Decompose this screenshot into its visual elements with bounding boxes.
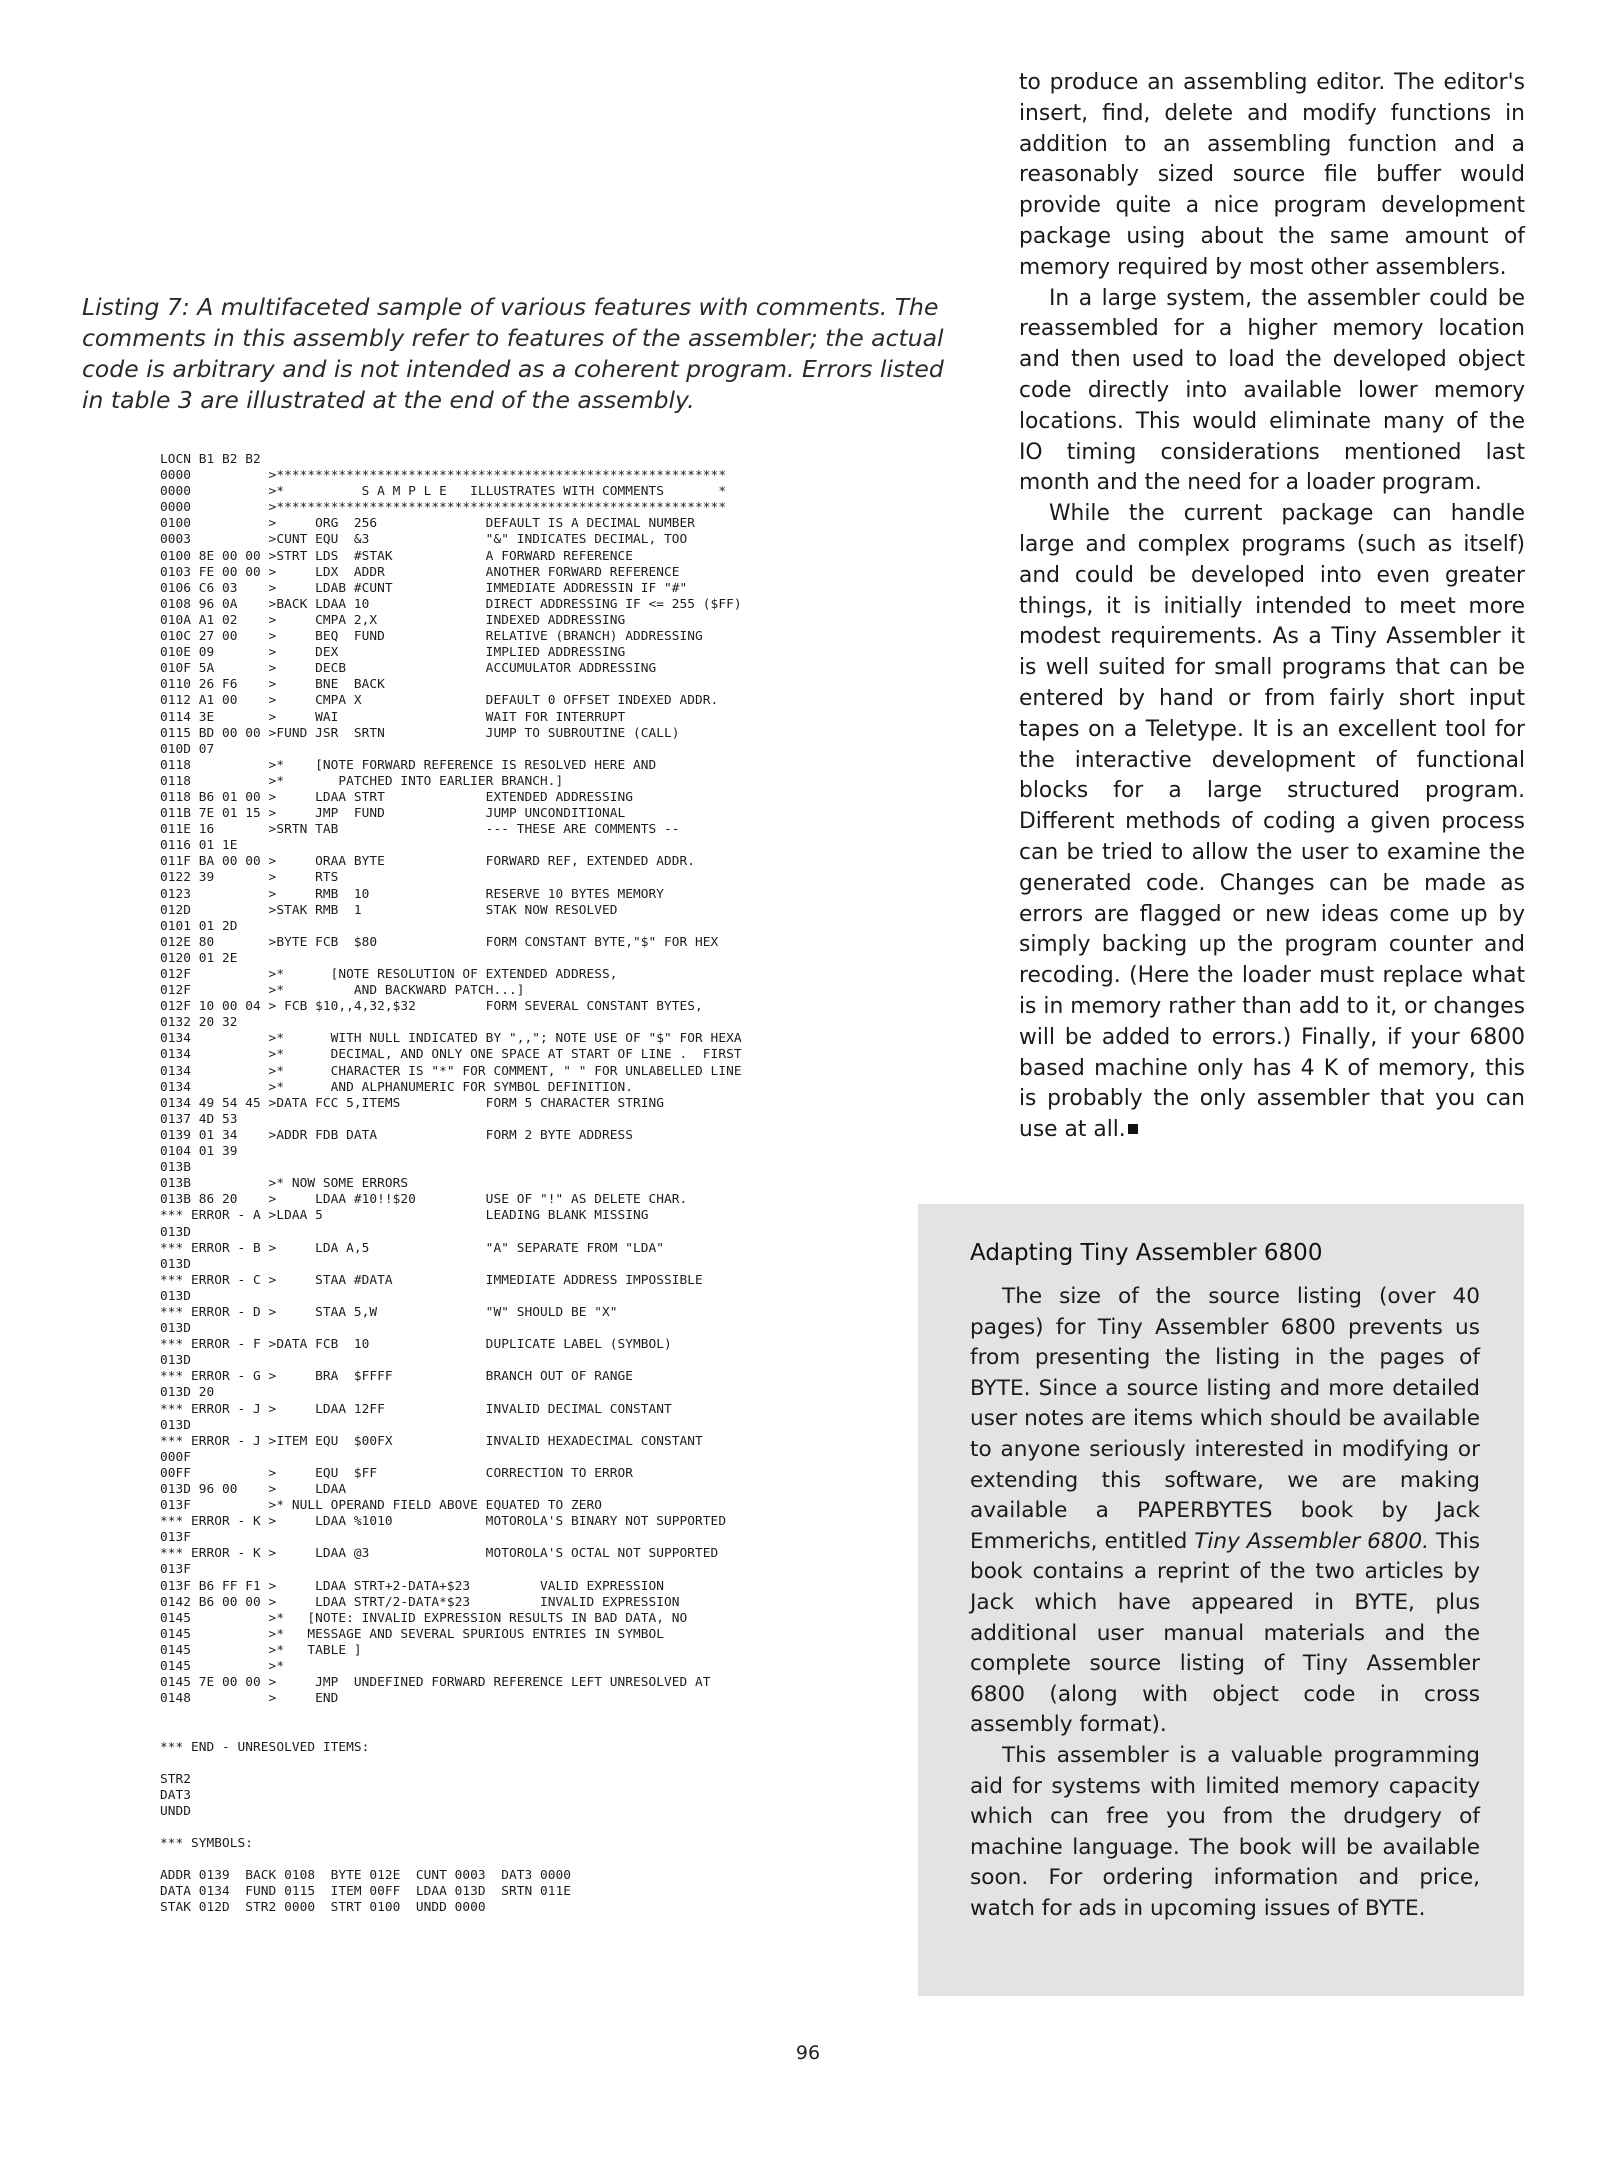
listing-line: 0145 >* [NOTE: INVALID EXPRESSION RESULTS IN BAD DATA, NO: [160, 1610, 688, 1626]
listing-line: 013F: [160, 1530, 192, 1546]
listing-line: 013D 20: [160, 1385, 215, 1401]
book-title: Tiny Assembler 6800.: [1194, 1528, 1429, 1554]
article-paragraph: In a large system, the assembler could be reassembled for a higher memory location and then used to load the developed object code directly into available lower memory locations. This would eliminate many of the IO timing considerations mentioned last month and the need for a loader program.: [1019, 285, 1525, 496]
listing-line: STAK 012D STR2 0000 STRT 0100 UNDD 0000: [160, 1900, 486, 1916]
listing-line: 010C 27 00 > BEQ FUND RELATIVE (BRANCH) ADDRESSING: [160, 629, 703, 645]
listing-line: 0120 01 2E: [160, 950, 238, 966]
listing-line: 0139 01 34 >ADDR FDB DATA FORM 2 BYTE ADDRESS: [160, 1127, 634, 1143]
listing-line: 0134 49 54 45 >DATA FCC 5,ITEMS FORM 5 CHARACTER STRING: [160, 1095, 665, 1111]
listing-line: *** ERROR - J > LDAA 12FF INVALID DECIMAL CONSTANT: [160, 1401, 672, 1417]
listing-line: 0123 > RMB 10 RESERVE 10 BYTES MEMORY: [160, 886, 665, 902]
listing-line: *** ERROR - K > LDAA @3 MOTOROLA'S OCTAL NOT SUPPORTED: [160, 1546, 719, 1562]
listing-line: 0145 7E 00 00 > JMP UNDEFINED FORWARD REFERENCE LEFT UNRESOLVED AT: [160, 1675, 711, 1691]
listing-line: 013F: [160, 1562, 192, 1578]
listing-line: 0122 39 > RTS: [160, 870, 339, 886]
listing-line: UNDD: [160, 1803, 192, 1819]
listing-line: 0000 >**********************************************************: [160, 468, 727, 484]
sidebar-box: [918, 1204, 1524, 1996]
end-of-article-mark: [1128, 1124, 1138, 1134]
listing-line: 013B >* NOW SOME ERRORS: [160, 1176, 409, 1192]
listing-line: 011B 7E 01 15 > JMP FUND JUMP UNCONDITIONAL: [160, 806, 626, 822]
listing-line: 010D 07: [160, 741, 215, 757]
listing-line: 0134 >* AND ALPHANUMERIC FOR SYMBOL DEFINITION.: [160, 1079, 634, 1095]
listing-line: [160, 1723, 900, 1739]
listing-line: 0000 >* S A M P L E ILLUSTRATES WITH COMMENTS *: [160, 484, 727, 500]
listing-line: [160, 1707, 900, 1723]
article-paragraph-final: [1019, 499, 1525, 1146]
listing-line: 0132 20 32: [160, 1015, 238, 1031]
listing-line: [160, 1820, 900, 1836]
listing-line: 010A A1 02 > CMPA 2,X INDEXED ADDRESSING: [160, 612, 626, 628]
listing-line: 0145 >* MESSAGE AND SEVERAL SPURIOUS ENTRIES IN SYMBOL: [160, 1626, 665, 1642]
listing-line: STR2: [160, 1771, 192, 1787]
listing-line: 013D: [160, 1288, 192, 1304]
page-number: 96: [795, 2042, 821, 2064]
listing-line: *** ERROR - F >DATA FCB 10 DUPLICATE LABEL (SYMBOL): [160, 1337, 672, 1353]
listing-line: ADDR 0139 BACK 0108 BYTE 012E CUNT 0003 DAT3 0000: [160, 1868, 571, 1884]
sidebar-text: This book contains a reprint of the two articles by Jack which have appeared in BYTE, plus additional user manual materials and the complete source listing of Tiny Assembler 6800 (along with object code in cross assembly format).: [970, 1528, 1480, 1738]
listing-line: 0115 BD 00 00 >FUND JSR SRTN JUMP TO SUBROUTINE (CALL): [160, 725, 680, 741]
listing-line: 0106 C6 03 > LDAB #CUNT IMMEDIATE ADDRESSIN IF "#": [160, 580, 688, 596]
listing-line: 013D: [160, 1353, 192, 1369]
listing-line: 010F 5A > DECB ACCUMULATOR ADDRESSING: [160, 661, 657, 677]
listing-line: 013D: [160, 1224, 192, 1240]
listing-line: *** ERROR - A >LDAA 5 LEADING BLANK MISSING: [160, 1208, 649, 1224]
listing-line: 0108 96 0A >BACK LDAA 10 DIRECT ADDRESSING IF <= 255 ($FF): [160, 596, 742, 612]
sidebar-paragraph: [970, 1282, 1480, 1741]
listing-line: 0118 B6 01 00 > LDAA STRT EXTENDED ADDRESSING: [160, 789, 634, 805]
sidebar-title: Adapting Tiny Assembler 6800: [970, 1240, 1323, 1266]
listing-line: 0100 8E 00 00 >STRT LDS #STAK A FORWARD REFERENCE: [160, 548, 634, 564]
listing-line: 0112 A1 00 > CMPA X DEFAULT 0 OFFSET INDEXED ADDR.: [160, 693, 719, 709]
listing-line: 0100 > ORG 256 DEFAULT IS A DECIMAL NUMBER: [160, 516, 696, 532]
listing-line: 013D 96 00 > LDAA: [160, 1482, 347, 1497]
listing-line: 000F: [160, 1449, 192, 1465]
listing-line: 0118 >* [NOTE FORWARD REFERENCE IS RESOLVED HERE AND: [160, 757, 657, 773]
article-text-column: [1019, 68, 1525, 1146]
listing-line: 013F >* NULL OPERAND FIELD ABOVE EQUATED TO ZERO: [160, 1498, 602, 1514]
listing-line: 0114 3E > WAI WAIT FOR INTERRUPT: [160, 709, 626, 725]
listing-line: *** ERROR - K > LDAA %1010 MOTOROLA'S BINARY NOT SUPPORTED: [160, 1514, 727, 1530]
listing-line: *** ERROR - D > STAA 5,W "W" SHOULD BE "X": [160, 1304, 618, 1320]
listing-line: 010E 09 > DEX IMPLIED ADDRESSING: [160, 645, 626, 661]
listing-line: 0103 FE 00 00 > LDX ADDR ANOTHER FORWARD REFERENCE: [160, 564, 680, 580]
article-paragraph-text: While the current package can handle large and complex programs (such as itself) and could be developed into even greater things, it is initially intended to meet more modest requirements. As a Tiny Assembler it is well suited for small programs that can be entered by hand or from fairly short input tapes on a Teletype. It is an excellent tool for the interactive development of functional blocks for a large structured program. Different methods of coding a given process can be tried to allow the user to examine the generated code. Changes can be made as errors are flagged or new ideas come up by simply backing up the program counter and recoding. (Here the loader must replace what is in memory rather than add to it, or changes will be added to errors.) Finally, if your 6800 based machine only has 4 K of memory, this is probably the only assembler that you can use at all.: [1019, 501, 1525, 1143]
listing-line: 0003 >CUNT EQU &3 "&" INDICATES DECIMAL, TOO: [160, 532, 688, 548]
listing-line: DAT3: [160, 1787, 192, 1803]
listing-line: DATA 0134 FUND 0115 ITEM 00FF LDAA 013D SRTN 011E: [160, 1884, 571, 1900]
listing-line: 013D: [160, 1321, 192, 1337]
listing-line: 0137 4D 53: [160, 1111, 238, 1127]
sidebar-paragraph: This assembler is a valuable programming aid for systems with limited memory capacity which can free you from the drudgery of machine language. The book will be available soon. For ordering information and price, watch for ads in upcoming issues of BYTE.: [970, 1742, 1480, 1921]
listing-line: 0110 26 F6 > BNE BACK: [160, 677, 385, 693]
listing-line: 012E 80 >BYTE FCB $80 FORM CONSTANT BYTE,"$" FOR HEX: [160, 934, 719, 950]
listing-line: 011F BA 00 00 > ORAA BYTE FORWARD REF, EXTENDED ADDR.: [160, 854, 696, 870]
listing-line: 0118 >* PATCHED INTO EARLIER BRANCH.]: [160, 773, 564, 789]
listing-line: 0148 > END: [160, 1691, 339, 1707]
listing-line: 012F 10 00 04 > FCB $10,,4,32,$32 FORM SEVERAL CONSTANT BYTES,: [160, 999, 703, 1015]
listing-line: *** ERROR - G > BRA $FFFF BRANCH OUT OF RANGE: [160, 1369, 634, 1385]
listing-line: 013D: [160, 1256, 192, 1272]
listing-line: 0101 01 2D: [160, 918, 238, 934]
listing-line: 013B 86 20 > LDAA #10!!$20 USE OF "!" AS DELETE CHAR.: [160, 1192, 688, 1208]
listing-line: *** ERROR - B > LDA A,5 "A" SEPARATE FROM "LDA": [160, 1240, 665, 1256]
sidebar-text: The size of the source listing (over 40 pages) for Tiny Assembler 6800 prevents us from presenting the listing in the pages of BYTE. Since a source listing and more detailed user notes are items which should be available to anyone seriously interested in modifying or extending this software, we are making available a PAPERBYTES book by Jack Emmerichs, entitled: [970, 1284, 1480, 1554]
listing-line: 012D >STAK RMB 1 STAK NOW RESOLVED: [160, 902, 618, 918]
listing-line: 0145 >*: [160, 1659, 285, 1675]
assembly-listing: [160, 452, 900, 1917]
listing-line: 00FF > EQU $FF CORRECTION TO ERROR: [160, 1465, 634, 1481]
listing-line: 0134 >* WITH NULL INDICATED BY ",,"; NOTE USE OF "$" FOR HEXA: [160, 1031, 742, 1047]
listing-line: 0000 >**********************************************************: [160, 500, 727, 516]
listing-line: 013B: [160, 1160, 192, 1176]
listing-line: 0134 >* CHARACTER IS "*" FOR COMMENT, " " FOR UNLABELLED LINE: [160, 1063, 742, 1079]
listing-line: *** ERROR - C > STAA #DATA IMMEDIATE ADDRESS IMPOSSIBLE: [160, 1272, 703, 1288]
listing-line: 0116 01 1E: [160, 838, 238, 854]
listing-line: [160, 1756, 900, 1772]
listing-line: 011E 16 >SRTN TAB --- THESE ARE COMMENTS --: [160, 822, 680, 838]
listing-line: 0134 >* DECIMAL, AND ONLY ONE SPACE AT START OF LINE . FIRST: [160, 1047, 742, 1063]
listing-line: 012F >* AND BACKWARD PATCH...]: [160, 983, 525, 999]
listing-line: 0145 >* TABLE ]: [160, 1642, 362, 1658]
listing-caption: Listing 7: A multifaceted sample of various features with comments. The comments in this assembly refer to features of the assembler; the actual code is arbitrary and is not intended as a coherent program. Errors listed in table 3 are illustrated at the end of the assembly.: [82, 293, 944, 414]
listing-line: *** ERROR - J >ITEM EQU $00FX INVALID HEXADECIMAL CONSTANT: [160, 1433, 703, 1449]
listing-line: 0104 01 39: [160, 1144, 238, 1160]
listing-line: *** END - UNRESOLVED ITEMS:: [160, 1739, 370, 1755]
listing-line: 012F >* [NOTE RESOLUTION OF EXTENDED ADDRESS,: [160, 967, 618, 982]
listing-line: LOCN B1 B2 B2: [160, 452, 261, 467]
listing-line: 013F B6 FF F1 > LDAA STRT+2-DATA+$23 VALID EXPRESSION: [160, 1578, 665, 1594]
listing-line: 0142 B6 00 00 > LDAA STRT/2-DATA*$23 INVALID EXPRESSION: [160, 1594, 680, 1610]
listing-line: [160, 1852, 900, 1868]
article-paragraph: to produce an assembling editor. The editor's insert, find, delete and modify functions in addition to an assembling function and a reasonably sized source file buffer would provide quite a nice program development package using about the same amount of memory required by most other assemblers.: [1019, 70, 1525, 280]
listing-line: 013D: [160, 1417, 192, 1433]
listing-line: *** SYMBOLS:: [160, 1836, 254, 1852]
